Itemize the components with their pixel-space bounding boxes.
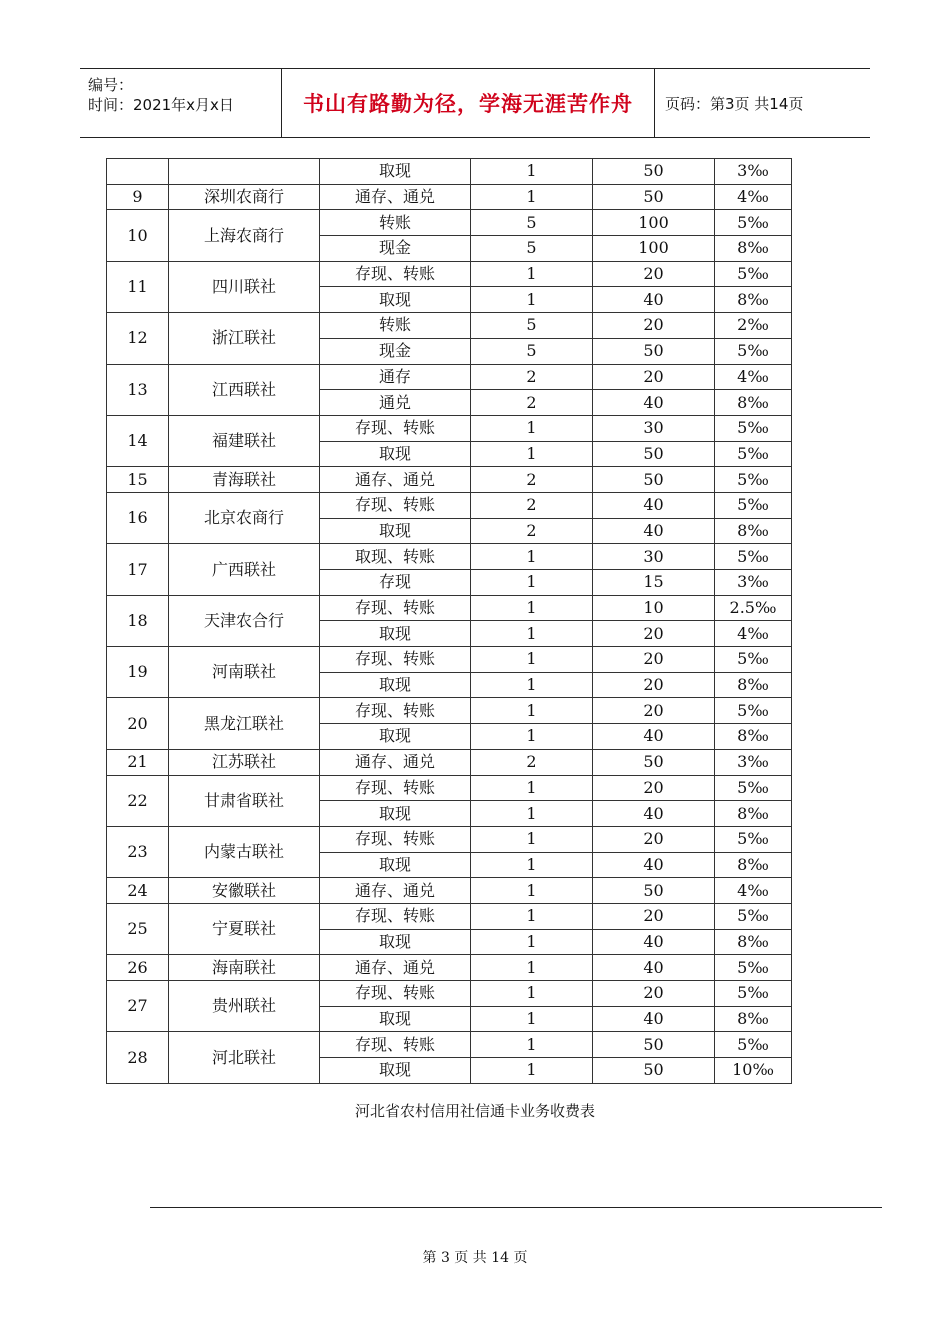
table-row [107, 467, 792, 493]
institution-cell: 北京农商行 [169, 492, 320, 543]
institution-cell: 福建联社 [169, 415, 320, 466]
min-amount-cell: 5 [471, 210, 593, 236]
fee-table [106, 158, 792, 1084]
min-amount-cell: 1 [471, 647, 593, 673]
min-amount-cell: 1 [471, 724, 593, 750]
rate-cell: 5‰ [715, 647, 792, 673]
rate-cell: 5‰ [715, 903, 792, 929]
rate-cell: 3‰ [715, 570, 792, 596]
table-row [107, 415, 792, 441]
fee-item-cell: 通兑 [320, 390, 471, 416]
rate-cell: 8‰ [715, 801, 792, 827]
fee-item-cell: 通存、通兑 [320, 749, 471, 775]
max-fee-cell: 40 [593, 929, 715, 955]
rate-cell: 5‰ [715, 955, 792, 981]
rate-cell: 5‰ [715, 415, 792, 441]
fee-item-cell: 通存、通兑 [320, 467, 471, 493]
min-amount-cell: 1 [471, 184, 593, 210]
min-amount-cell: 2 [471, 467, 593, 493]
institution-cell: 上海农商行 [169, 210, 320, 261]
fee-item-cell: 存现、转账 [320, 1032, 471, 1058]
fee-item-cell: 通存 [320, 364, 471, 390]
fee-item-cell: 存现、转账 [320, 981, 471, 1007]
fee-item-cell: 转账 [320, 210, 471, 236]
min-amount-cell: 1 [471, 929, 593, 955]
max-fee-cell: 20 [593, 313, 715, 339]
rate-cell: 5‰ [715, 775, 792, 801]
page-header [80, 68, 870, 138]
rate-cell: 8‰ [715, 929, 792, 955]
fee-item-cell: 存现、转账 [320, 415, 471, 441]
row-number-cell: 20 [107, 698, 169, 749]
min-amount-cell: 1 [471, 698, 593, 724]
rate-cell: 8‰ [715, 672, 792, 698]
rate-cell: 2‰ [715, 313, 792, 339]
institution-cell: 内蒙古联社 [169, 826, 320, 877]
table-row [107, 364, 792, 390]
max-fee-cell: 40 [593, 390, 715, 416]
institution-cell: 甘肃省联社 [169, 775, 320, 826]
fee-item-cell: 存现、转账 [320, 261, 471, 287]
row-number-cell: 11 [107, 261, 169, 312]
max-fee-cell: 20 [593, 672, 715, 698]
table-row [107, 826, 792, 852]
institution-cell: 浙江联社 [169, 313, 320, 364]
max-fee-cell: 50 [593, 159, 715, 185]
min-amount-cell: 1 [471, 544, 593, 570]
min-amount-cell: 1 [471, 570, 593, 596]
institution-cell: 海南联社 [169, 955, 320, 981]
max-fee-cell: 20 [593, 826, 715, 852]
rate-cell: 8‰ [715, 1006, 792, 1032]
institution-cell: 河南联社 [169, 647, 320, 698]
rate-cell: 5‰ [715, 492, 792, 518]
institution-cell: 青海联社 [169, 467, 320, 493]
min-amount-cell: 5 [471, 236, 593, 262]
doc-date-label: 时间：2021年x月x日 [88, 96, 234, 114]
max-fee-cell: 20 [593, 903, 715, 929]
min-amount-cell: 1 [471, 852, 593, 878]
institution-cell: 宁夏联社 [169, 903, 320, 954]
max-fee-cell: 50 [593, 441, 715, 467]
fee-item-cell: 通存、通兑 [320, 955, 471, 981]
institution-cell: 河北联社 [169, 1032, 320, 1083]
fee-item-cell: 取现 [320, 159, 471, 185]
max-fee-cell: 50 [593, 749, 715, 775]
fee-item-cell: 存现、转账 [320, 775, 471, 801]
rate-cell: 8‰ [715, 518, 792, 544]
table-row [107, 313, 792, 339]
table-caption: 河北省农村信用社信通卡业务收费表 [354, 1102, 595, 1120]
fee-item-cell: 取现 [320, 518, 471, 544]
max-fee-cell: 20 [593, 621, 715, 647]
rate-cell: 5‰ [715, 210, 792, 236]
fee-item-cell: 存现、转账 [320, 698, 471, 724]
row-number-cell: 13 [107, 364, 169, 415]
fee-item-cell: 存现 [320, 570, 471, 596]
row-number-cell: 24 [107, 878, 169, 904]
row-number-cell: 9 [107, 184, 169, 210]
min-amount-cell: 1 [471, 826, 593, 852]
fee-item-cell: 存现、转账 [320, 492, 471, 518]
fee-item-cell: 通存、通兑 [320, 184, 471, 210]
max-fee-cell: 100 [593, 236, 715, 262]
max-fee-cell: 50 [593, 1058, 715, 1084]
rate-cell: 4‰ [715, 364, 792, 390]
max-fee-cell: 100 [593, 210, 715, 236]
row-number-cell: 22 [107, 775, 169, 826]
table-row [107, 749, 792, 775]
row-number-cell: 10 [107, 210, 169, 261]
fee-item-cell: 取现 [320, 441, 471, 467]
table-row [107, 159, 792, 185]
max-fee-cell: 40 [593, 518, 715, 544]
min-amount-cell: 5 [471, 338, 593, 364]
max-fee-cell: 50 [593, 1032, 715, 1058]
min-amount-cell: 1 [471, 903, 593, 929]
row-number-cell [107, 159, 169, 185]
rate-cell: 2.5‰ [715, 595, 792, 621]
min-amount-cell: 1 [471, 621, 593, 647]
max-fee-cell: 40 [593, 1006, 715, 1032]
fee-item-cell: 通存、通兑 [320, 878, 471, 904]
doc-number-label: 编号： [88, 76, 134, 94]
max-fee-cell: 40 [593, 724, 715, 750]
row-number-cell: 27 [107, 981, 169, 1032]
institution-cell [169, 159, 320, 185]
min-amount-cell: 1 [471, 287, 593, 313]
rate-cell: 8‰ [715, 390, 792, 416]
fee-item-cell: 存现、转账 [320, 903, 471, 929]
page-footer: 第 3 页 共 14 页 [422, 1250, 528, 1266]
row-number-cell: 21 [107, 749, 169, 775]
fee-item-cell: 取现 [320, 672, 471, 698]
institution-cell: 江西联社 [169, 364, 320, 415]
footer-divider [150, 1207, 882, 1208]
max-fee-cell: 40 [593, 492, 715, 518]
min-amount-cell: 1 [471, 981, 593, 1007]
max-fee-cell: 30 [593, 544, 715, 570]
header-motto: 书山有路勤为径，学海无涯苦作舟 [282, 69, 655, 137]
min-amount-cell: 1 [471, 1058, 593, 1084]
institution-cell: 黑龙江联社 [169, 698, 320, 749]
table-row [107, 595, 792, 621]
max-fee-cell: 20 [593, 698, 715, 724]
table-row [107, 261, 792, 287]
min-amount-cell: 2 [471, 364, 593, 390]
min-amount-cell: 2 [471, 390, 593, 416]
row-number-cell: 25 [107, 903, 169, 954]
fee-item-cell: 取现 [320, 801, 471, 827]
rate-cell: 5‰ [715, 981, 792, 1007]
table-row [107, 544, 792, 570]
min-amount-cell: 1 [471, 441, 593, 467]
fee-item-cell: 取现 [320, 724, 471, 750]
header-meta [80, 69, 282, 137]
table-row [107, 878, 792, 904]
max-fee-cell: 10 [593, 595, 715, 621]
rate-cell: 8‰ [715, 724, 792, 750]
fee-item-cell: 存现、转账 [320, 826, 471, 852]
fee-item-cell: 现金 [320, 338, 471, 364]
table-row [107, 210, 792, 236]
min-amount-cell: 1 [471, 159, 593, 185]
row-number-cell: 14 [107, 415, 169, 466]
institution-cell: 四川联社 [169, 261, 320, 312]
fee-item-cell: 存现、转账 [320, 595, 471, 621]
rate-cell: 4‰ [715, 621, 792, 647]
header-page-label: 页码：第3页 共14页 [665, 94, 804, 113]
min-amount-cell: 1 [471, 1006, 593, 1032]
max-fee-cell: 20 [593, 775, 715, 801]
fee-item-cell: 取现 [320, 1058, 471, 1084]
fee-item-cell: 取现 [320, 929, 471, 955]
institution-cell: 贵州联社 [169, 981, 320, 1032]
fee-item-cell: 转账 [320, 313, 471, 339]
max-fee-cell: 20 [593, 981, 715, 1007]
row-number-cell: 12 [107, 313, 169, 364]
min-amount-cell: 5 [471, 313, 593, 339]
rate-cell: 5‰ [715, 1032, 792, 1058]
fee-item-cell: 取现 [320, 1006, 471, 1032]
max-fee-cell: 40 [593, 801, 715, 827]
rate-cell: 8‰ [715, 236, 792, 262]
table-row [107, 981, 792, 1007]
max-fee-cell: 40 [593, 955, 715, 981]
rate-cell: 3‰ [715, 159, 792, 185]
fee-item-cell: 取现 [320, 852, 471, 878]
max-fee-cell: 20 [593, 364, 715, 390]
max-fee-cell: 15 [593, 570, 715, 596]
institution-cell: 江苏联社 [169, 749, 320, 775]
institution-cell: 广西联社 [169, 544, 320, 595]
min-amount-cell: 1 [471, 878, 593, 904]
institution-cell: 安徽联社 [169, 878, 320, 904]
max-fee-cell: 40 [593, 852, 715, 878]
max-fee-cell: 50 [593, 878, 715, 904]
min-amount-cell: 1 [471, 595, 593, 621]
row-number-cell: 26 [107, 955, 169, 981]
table-row [107, 903, 792, 929]
row-number-cell: 19 [107, 647, 169, 698]
fee-item-cell: 存现、转账 [320, 647, 471, 673]
fee-table-body [107, 159, 792, 1084]
min-amount-cell: 1 [471, 672, 593, 698]
min-amount-cell: 1 [471, 775, 593, 801]
min-amount-cell: 1 [471, 1032, 593, 1058]
table-row [107, 955, 792, 981]
row-number-cell: 16 [107, 492, 169, 543]
rate-cell: 3‰ [715, 749, 792, 775]
max-fee-cell: 50 [593, 184, 715, 210]
rate-cell: 5‰ [715, 441, 792, 467]
rate-cell: 4‰ [715, 184, 792, 210]
min-amount-cell: 1 [471, 801, 593, 827]
min-amount-cell: 1 [471, 261, 593, 287]
row-number-cell: 28 [107, 1032, 169, 1083]
row-number-cell: 17 [107, 544, 169, 595]
rate-cell: 5‰ [715, 544, 792, 570]
min-amount-cell: 2 [471, 518, 593, 544]
row-number-cell: 15 [107, 467, 169, 493]
max-fee-cell: 50 [593, 467, 715, 493]
fee-item-cell: 取现 [320, 287, 471, 313]
rate-cell: 8‰ [715, 852, 792, 878]
institution-cell: 深圳农商行 [169, 184, 320, 210]
rate-cell: 5‰ [715, 826, 792, 852]
institution-cell: 天津农合行 [169, 595, 320, 646]
min-amount-cell: 1 [471, 955, 593, 981]
rate-cell: 5‰ [715, 467, 792, 493]
table-row [107, 492, 792, 518]
max-fee-cell: 20 [593, 261, 715, 287]
min-amount-cell: 1 [471, 415, 593, 441]
min-amount-cell: 2 [471, 749, 593, 775]
rate-cell: 5‰ [715, 261, 792, 287]
table-row [107, 775, 792, 801]
max-fee-cell: 50 [593, 338, 715, 364]
rate-cell: 4‰ [715, 878, 792, 904]
rate-cell: 5‰ [715, 698, 792, 724]
table-row [107, 698, 792, 724]
fee-item-cell: 取现 [320, 621, 471, 647]
max-fee-cell: 30 [593, 415, 715, 441]
row-number-cell: 23 [107, 826, 169, 877]
table-row [107, 647, 792, 673]
rate-cell: 8‰ [715, 287, 792, 313]
rate-cell: 5‰ [715, 338, 792, 364]
table-row [107, 1032, 792, 1058]
fee-item-cell: 取现、转账 [320, 544, 471, 570]
row-number-cell: 18 [107, 595, 169, 646]
rate-cell: 10‰ [715, 1058, 792, 1084]
fee-item-cell: 现金 [320, 236, 471, 262]
min-amount-cell: 2 [471, 492, 593, 518]
table-row [107, 184, 792, 210]
max-fee-cell: 20 [593, 647, 715, 673]
max-fee-cell: 40 [593, 287, 715, 313]
